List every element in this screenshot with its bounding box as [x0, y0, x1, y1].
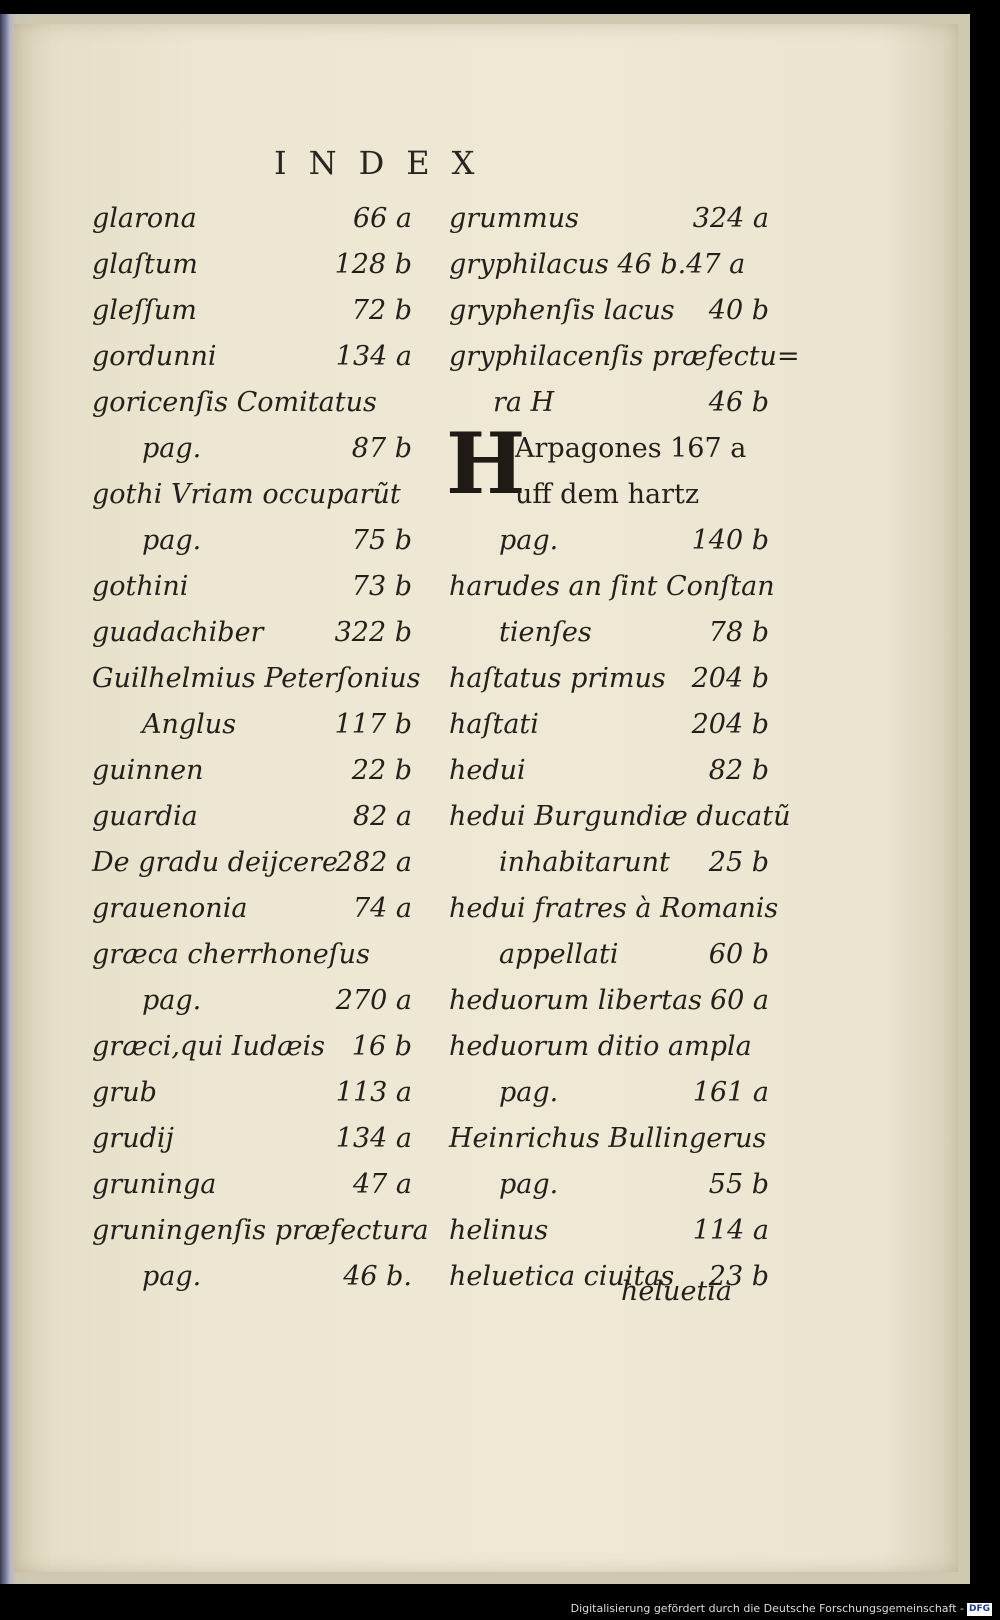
entry-page-ref: 60 b — [708, 939, 769, 970]
entry-term: gleſſum — [92, 295, 197, 326]
entry-term: goricenſis Comitatus — [92, 387, 377, 418]
entry-term: gryphilacenſis præfectu= — [449, 341, 800, 372]
entry-page-ref: 113 a — [335, 1077, 412, 1108]
entry-page-ref: 134 a — [335, 341, 412, 372]
entry-term: pag. — [142, 985, 202, 1016]
index-entry — [92, 426, 412, 472]
entry-term: De gradu deijcere — [92, 847, 339, 878]
entry-page-ref: 270 a — [335, 985, 412, 1016]
entry-page-ref: 204 b — [691, 663, 769, 694]
index-entry — [449, 656, 769, 702]
entry-page-ref: 140 b — [691, 525, 769, 556]
entry-term: inhabitarunt — [499, 847, 670, 878]
entry-term: guadachiber — [92, 617, 264, 648]
entry-term: appellati — [499, 939, 619, 970]
index-entry — [92, 564, 412, 610]
index-entry — [92, 196, 412, 242]
index-entry — [449, 518, 769, 564]
entry-page-ref: 161 a — [692, 1077, 769, 1108]
index-entry — [449, 978, 769, 1024]
index-entry — [92, 886, 412, 932]
entry-page-ref: 55 b — [708, 1169, 769, 1200]
entry-page-ref: 22 b — [351, 755, 412, 786]
entry-page-ref: 46 b — [708, 387, 769, 418]
entry-term: gordunni — [92, 341, 217, 372]
index-entry — [92, 656, 421, 702]
entry-page-ref: 324 a — [692, 203, 769, 234]
entry-term: ra H — [493, 387, 555, 418]
entry-term: hedui — [449, 755, 526, 786]
entry-page-ref: 25 b — [708, 847, 769, 878]
index-entry — [449, 610, 769, 656]
index-entry — [92, 1070, 412, 1116]
index-entry — [92, 794, 412, 840]
entry-page-ref: 204 b — [691, 709, 769, 740]
entry-page-ref: 128 b — [334, 249, 412, 280]
entry-page-ref: 114 a — [692, 1215, 769, 1246]
entry-term: pag. — [499, 1169, 559, 1200]
entry-term: Arpagones 167 a — [515, 433, 747, 464]
entry-term: heluetica ciuitas — [449, 1261, 675, 1292]
entry-page-ref: 40 b — [708, 295, 769, 326]
index-entry — [92, 518, 412, 564]
entry-term: pag. — [142, 433, 202, 464]
entry-page-ref: 66 a — [352, 203, 412, 234]
index-entry — [449, 1116, 769, 1162]
entry-page-ref: 322 b — [334, 617, 412, 648]
index-entry — [449, 748, 769, 794]
entry-page-ref: 82 a — [352, 801, 412, 832]
index-entry — [92, 1254, 412, 1300]
entry-term: græca cherrhoneſus — [92, 939, 370, 970]
entry-page-ref: 134 a — [335, 1123, 412, 1154]
entry-term: haſtatus primus — [449, 663, 666, 694]
entry-term: heduorum libertas — [449, 985, 703, 1016]
index-entry — [449, 196, 769, 242]
entry-term: glaſtum — [92, 249, 198, 280]
index-entry — [92, 702, 412, 748]
entry-term: gruninga — [92, 1169, 217, 1200]
entry-page-ref: 82 b — [708, 755, 769, 786]
entry-term: helinus — [449, 1215, 549, 1246]
index-entry — [92, 1162, 412, 1208]
entry-page-ref: 23 b — [708, 1261, 769, 1292]
entry-page-ref: 75 b — [351, 525, 412, 556]
index-entry — [449, 702, 769, 748]
entry-term: græci,qui Iudæis — [92, 1031, 326, 1062]
index-entry — [449, 426, 769, 472]
index-entry — [449, 932, 769, 978]
footer-text: Digitalisierung gefördert durch die Deutsche Forschungsgemeinschaft - — [570, 1602, 964, 1615]
index-entry — [92, 932, 412, 978]
index-entry — [92, 242, 412, 288]
entry-term: grudij — [92, 1123, 174, 1154]
entry-term: gothini — [92, 571, 189, 602]
entry-term: hedui Burgundiæ ducatũ — [449, 801, 791, 832]
index-entry — [92, 288, 412, 334]
entry-term: Anglus — [142, 709, 237, 740]
entry-page-ref: 72 b — [351, 295, 412, 326]
index-entry — [449, 380, 769, 426]
index-entry — [92, 978, 412, 1024]
entry-page-ref: 117 b — [334, 709, 412, 740]
index-entry — [92, 472, 412, 518]
entry-term: gruningenſis præfectura — [92, 1215, 429, 1246]
entry-term: grub — [92, 1077, 157, 1108]
entry-term: tienſes — [499, 617, 592, 648]
index-column-right — [446, 196, 800, 1300]
index-entry — [92, 1208, 429, 1254]
entry-term: heduorum ditio ampla — [449, 1031, 752, 1062]
entry-term: gryphenſis lacus — [449, 295, 675, 326]
index-entry — [92, 1024, 412, 1070]
dfg-logo: DFG — [968, 1603, 990, 1614]
index-entry — [449, 242, 769, 288]
entry-page-ref: 78 b — [708, 617, 769, 648]
index-entry — [92, 748, 412, 794]
entry-term: hedui fratres à Romanis — [449, 893, 779, 924]
index-entry — [449, 1024, 769, 1070]
page-title: INDEX — [274, 144, 497, 182]
entry-page-ref: 74 a — [352, 893, 412, 924]
index-entry — [92, 334, 412, 380]
entry-page-ref: 87 b — [351, 433, 412, 464]
entry-term: pag. — [142, 1261, 202, 1292]
entry-page-ref: 16 b — [351, 1031, 412, 1062]
index-entry — [449, 288, 769, 334]
entry-term: harudes an ſint Conſtan — [449, 571, 775, 602]
entry-page-ref: 60 a — [709, 985, 769, 1016]
footer-credit — [571, 1600, 992, 1618]
index-entry — [92, 380, 412, 426]
index-entry — [449, 1070, 769, 1116]
entry-term: uff dem hartz — [515, 479, 700, 510]
index-entry — [449, 1162, 769, 1208]
entry-term: guinnen — [92, 755, 204, 786]
index-entry — [92, 610, 412, 656]
entry-term: guardia — [92, 801, 198, 832]
index-entry — [92, 840, 412, 886]
entry-term: Heinrichus Bullingerus — [449, 1123, 767, 1154]
index-column-left — [92, 196, 429, 1300]
entry-term: Guilhelmius Peterſonius — [92, 663, 421, 694]
entry-term: gryphilacus 46 b.47 a — [449, 249, 746, 280]
catchword: heluetia — [621, 1276, 732, 1307]
entry-term: glarona — [92, 203, 197, 234]
index-entry — [449, 886, 779, 932]
index-entry — [449, 794, 791, 840]
entry-term: pag. — [499, 525, 559, 556]
index-entry — [92, 1116, 412, 1162]
entry-term: pag. — [142, 525, 202, 556]
entry-page-ref: 73 b — [351, 571, 412, 602]
index-entry — [449, 472, 769, 518]
entry-term: grummus — [449, 203, 580, 234]
entry-term: haſtati — [449, 709, 539, 740]
entry-term: grauenonia — [92, 893, 248, 924]
entry-page-ref: 47 a — [352, 1169, 412, 1200]
index-entry — [449, 1208, 769, 1254]
entry-page-ref: 282 a — [335, 847, 412, 878]
entry-page-ref: 46 b. — [343, 1261, 412, 1292]
drop-cap: H — [446, 414, 526, 513]
entry-term: gothi Vriam occuparũt — [92, 479, 401, 510]
book-page — [14, 24, 958, 1572]
index-entry — [449, 564, 775, 610]
index-entry — [449, 840, 769, 886]
index-entry — [449, 334, 800, 380]
entry-term: pag. — [499, 1077, 559, 1108]
